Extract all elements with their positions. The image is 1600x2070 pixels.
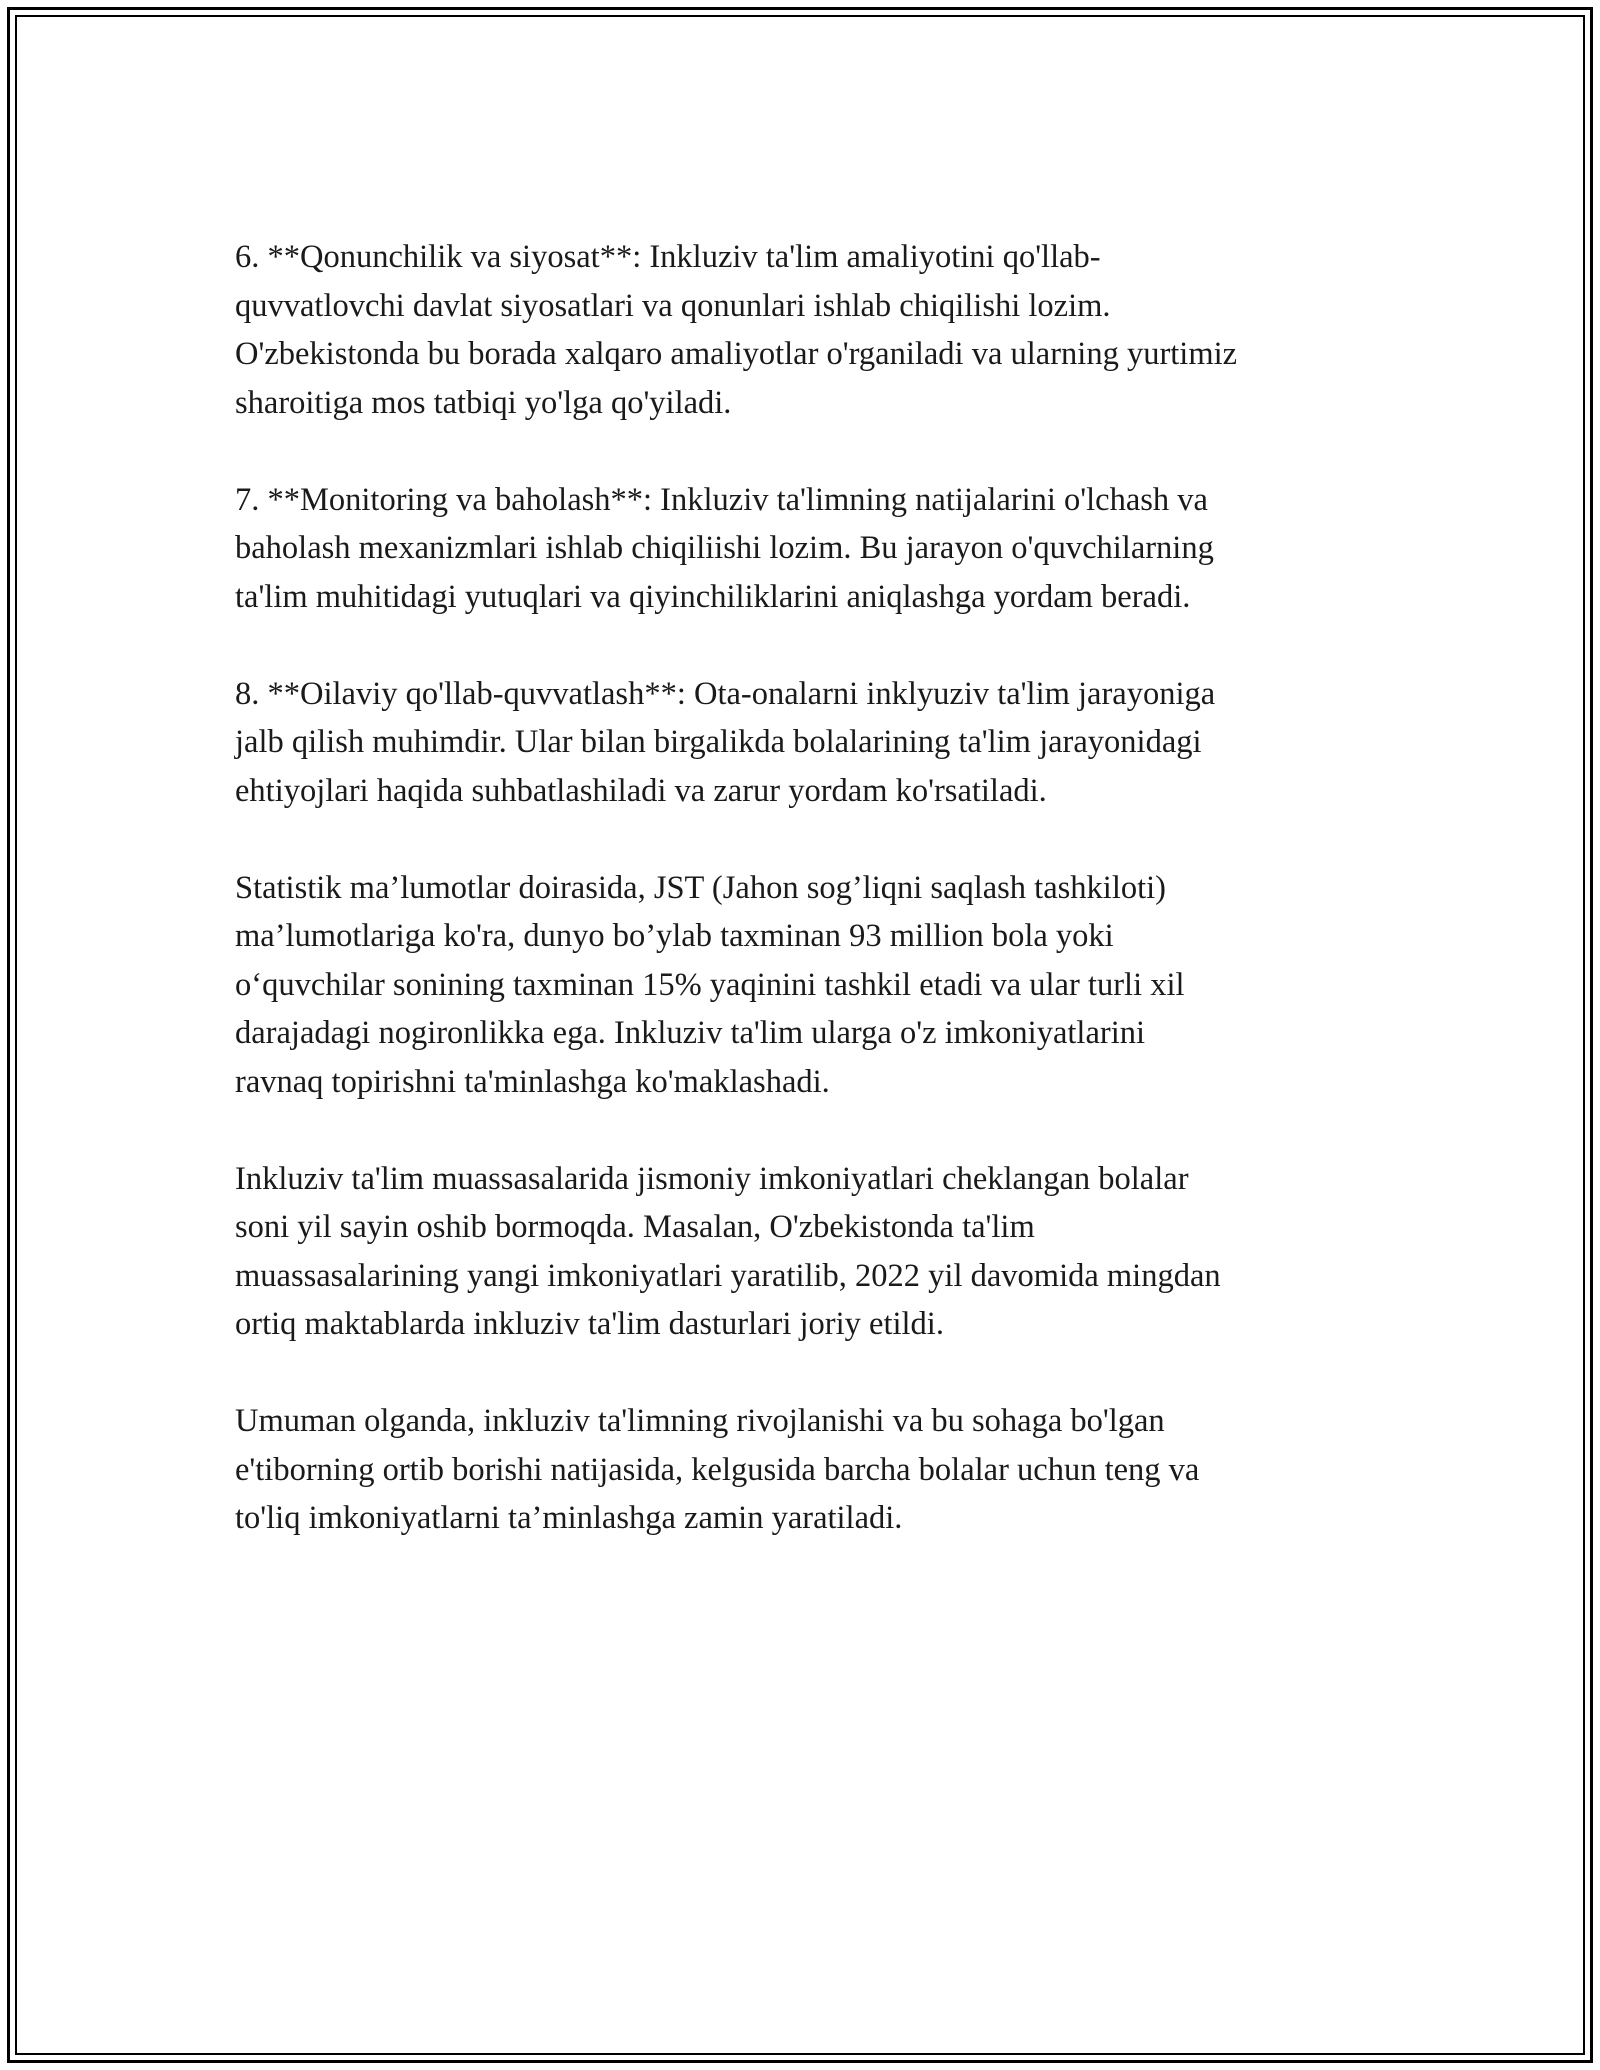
paragraph-legislation-policy: 6. **Qonunchilik va siyosat**: Inkluziv ta'lim amaliyotini qo'llab- quvvatlovchi davlat siyosatlari va qonunlari ishlab chiqilishi lozim. O'zbekistonda bu borada xalqaro amaliyotlar o'rganiladi va ularning yurtimiz sharoitiga mos tatbiqi yo'lga qo'yiladi. [235,239,1238,421]
paragraph-institutions: Inkluziv ta'lim muassasalarida jismoniy imkoniyatlari cheklangan bolalar soni yil sayin oshib bormoqda. Masalan, O'zbekistonda ta'lim muassasalarining yangi imkoniyatlari yaratilib, 2022 yil davomida mingdan ortiq maktablarda inkluziv ta'lim dasturlari joriy etildi. [235,1160,1221,1342]
paragraph-statistics: Statistik ma’lumotlar doirasida, JST (Jahon sog’liqni saqlash tashkiloti) ma’lumotlariga ko'ra, dunyo bo’ylab taxminan 93 million bola yoki o‘quvchilar sonining taxminan 15% yaqinini tashkil etadi va ular turli xil darajadagi nogironlikka ega. Inkluziv ta'lim ularga o'z imkoniyatlarini ravnaq topirishni ta'minlashga ko'maklashadi. [235,869,1185,1100]
paragraph-family-support: 8. **Oilaviy qo'llab-quvvatlash**: Ota-onalarni inklyuziv ta'lim jarayoniga jalb qilish muhimdir. Ular bilan birgalikda bolalarining ta'lim jarayonidagi ehtiyojlari haqida suhbatlashiladi va zarur yordam ko'rsatiladi. [235,675,1216,809]
document-body [235,233,1385,1591]
paragraph-monitoring-evaluation: 7. **Monitoring va baholash**: Inkluziv ta'limning natijalarini o'lchash va baholash mexanizmlari ishlab chiqiliishi lozim. Bu jarayon o'quvchilarning ta'lim muhitidagi yutuqlari va qiyinchiliklarini aniqlashga yordam beradi. [235,481,1214,615]
paragraph-conclusion: Umuman olganda, inkluziv ta'limning rivojlanishi va bu sohaga bo'lgan e'tiborning ortib borishi natijasida, kelgusida barcha bolalar uchun teng va to'liq imkoniyatlarni ta’minlashga zamin yaratiladi. [235,1403,1200,1536]
